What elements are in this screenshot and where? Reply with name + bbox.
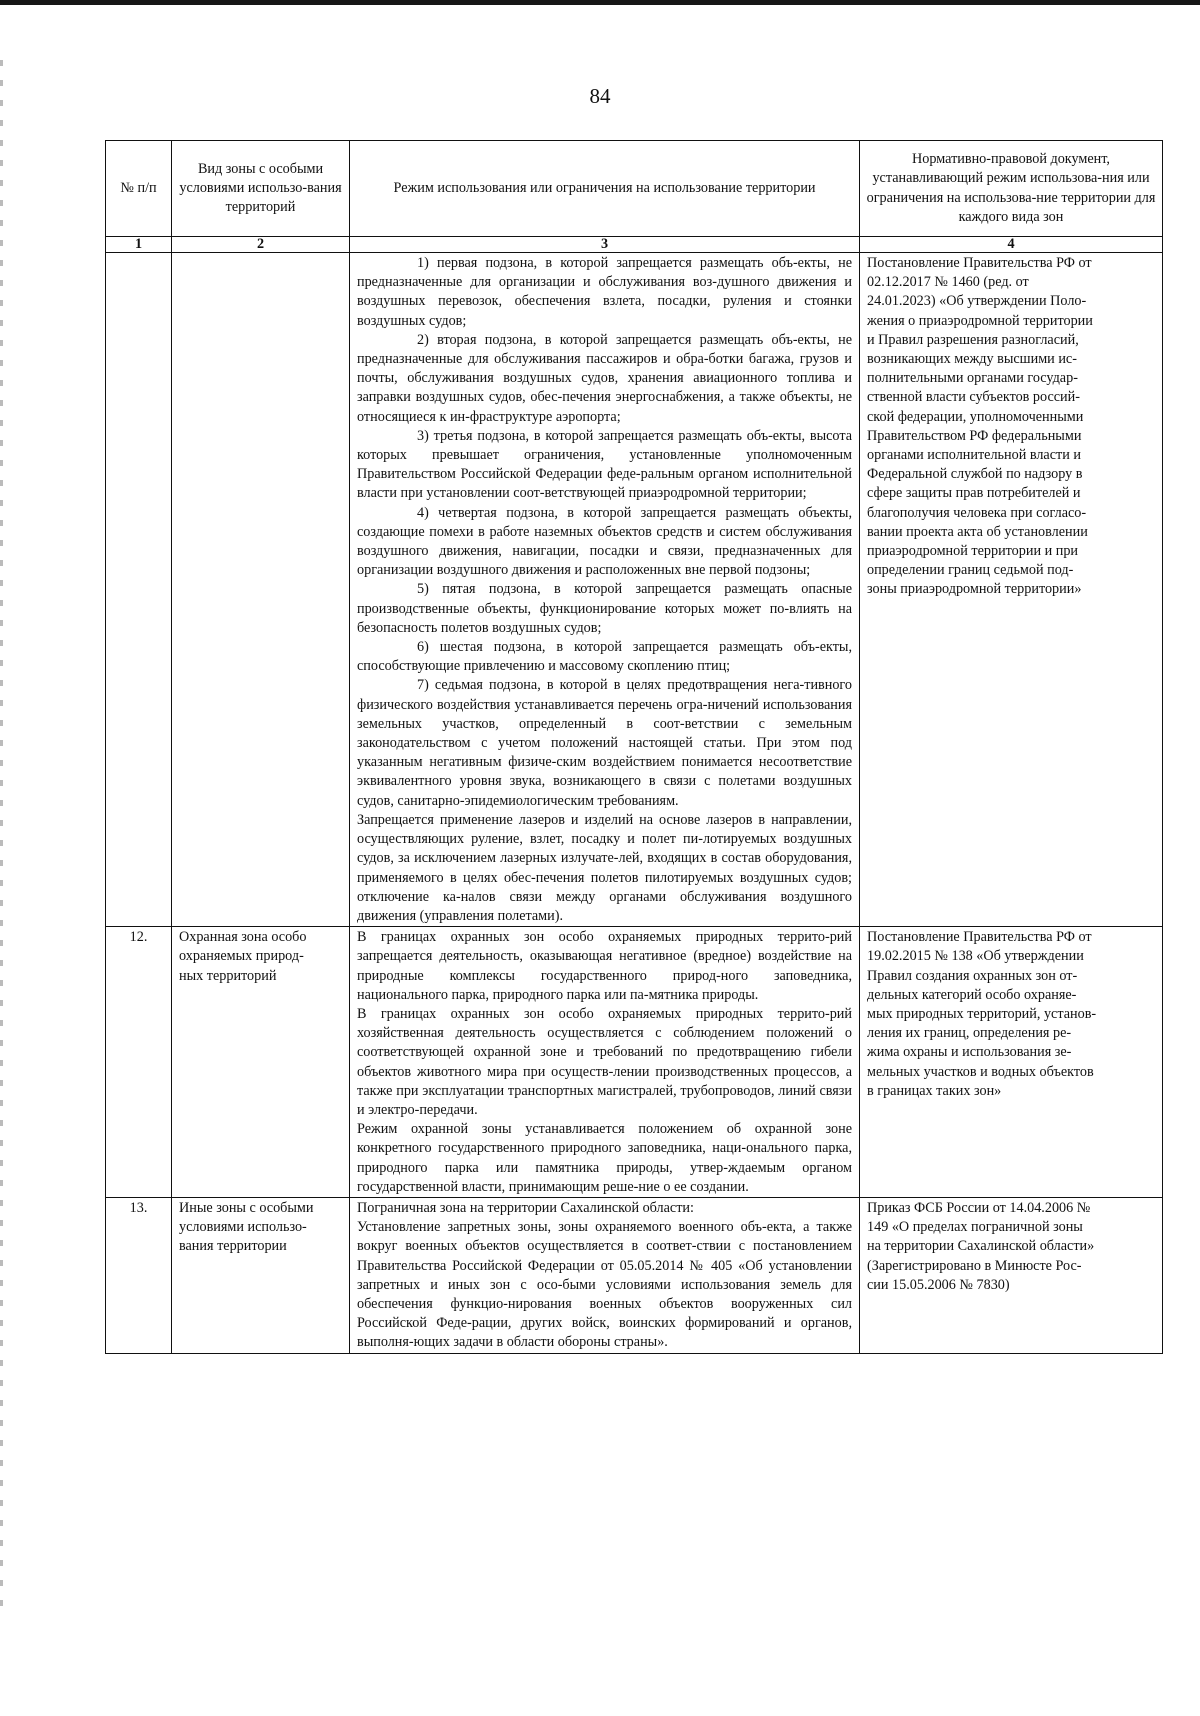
column-number-row <box>106 237 1163 253</box>
regime-text <box>350 253 860 927</box>
regime-paragraph: Установление запретных зоны, зоны охраняемого военного объ-екта, а также вокруг военных объектов осуществляется в соответ-ствии с постановлением Правительства Российской Федерации от 05.05.2014 № 405 «Об установлении запретных и иных зон с осо-быми условиями использования земель для обеспечения функцио-нирования военных объектов вооруженных сил Российской Феде-рации, других войск, воинских формирований и органов, выполня-ющих задачи в области обороны страны». <box>357 1219 852 1351</box>
regime-paragraph: Запрещается применение лазеров и изделий на основе лазеров в направлении, осуществляющих руление, взлет, посадку и полет пи-лотируемых воздушных судов, за исключением лазерных излучате-лей, входящих в состав оборудования, применяемого в целях обес-печения полетов пилотируемых воздушных судов; отключение ка-налов связи между органами обслуживания воздушного движения (управления полетами). <box>357 811 852 924</box>
legal-document <box>860 253 1163 927</box>
regime-paragraph: 1) первая подзона, в которой запрещается размещать объ-екты, не предназначенные для организации и обслуживания воз-душного движения и воздушных перевозок, обеспечения взлета, посадки, руления и стоянки воздушных судов; <box>357 255 852 329</box>
column-number: 4 <box>860 237 1163 253</box>
document-line: Постановление Правительства РФ от <box>867 929 1092 946</box>
table-row <box>106 1197 1163 1353</box>
document-line: приаэродромной территории и при <box>867 543 1079 560</box>
zone-type-line: охраняемых природ- <box>179 948 304 965</box>
document-line: определении границ седьмой под- <box>867 562 1074 579</box>
zone-type-line: ных территорий <box>179 967 277 984</box>
document-line: в границах таких зон» <box>867 1082 1002 1099</box>
column-number: 3 <box>350 237 860 253</box>
row-number: 13. <box>106 1197 172 1353</box>
legal-document <box>860 1197 1163 1353</box>
regime-text <box>350 927 860 1198</box>
document-line: 19.02.2015 № 138 «Об утверждении <box>867 948 1084 965</box>
document-line: ственной власти субъектов россий- <box>867 389 1080 406</box>
regime-text <box>350 1197 860 1353</box>
document-line: Правительством РФ федеральными <box>867 427 1082 444</box>
regime-paragraph: В границах охранных зон особо охраняемых природных террито-рий запрещается деятельность, оказывающая негативное (вредное) воздействие на природные комплексы государственного природ-ного заповедника, национального парка, природного парка или па-мятника природы. <box>357 929 852 1003</box>
regime-paragraph: 6) шестая подзона, в которой запрещается размещать объ-екты, способствующие привлечению и массовому скоплению птиц; <box>357 639 852 675</box>
scan-top-border <box>0 0 1200 5</box>
header-zone-type: Вид зоны с особыми условиями использо-вания территорий <box>172 141 350 237</box>
column-number: 2 <box>172 237 350 253</box>
column-number: 1 <box>106 237 172 253</box>
zone-type <box>172 1197 350 1353</box>
document-line: Приказ ФСБ России от 14.04.2006 № <box>867 1199 1091 1216</box>
regime-paragraph: 4) четвертая подзона, в которой запрещается размещать объекты, создающие помехи в работе наземных объектов средств и систем обслуживания воздушного движения, навигации, посадки и связи, предназначенных для организации воздушного движения и расположенных вне первой подзоны; <box>357 504 852 579</box>
document-line: и Правил разрешения разногласий, <box>867 331 1079 348</box>
regime-paragraph: 2) вторая подзона, в которой запрещается размещать объ-екты, не предназначенные для обслуживания пассажиров и обра-ботки багажа, грузов и почты, обслуживания воздушных судов, хранения авиационного топлива и заправки воздушных судов, обес-печения энергоснабжения, а также объекты, не относящиеся к ин-фраструктуре аэропорта; <box>357 331 852 425</box>
document-line: зоны приаэродромной территории» <box>867 581 1082 598</box>
document-line: мельных участков и водных объектов <box>867 1063 1094 1080</box>
zone-type-line: условиями использо- <box>179 1219 307 1236</box>
document-line: мых природных территорий, установ- <box>867 1005 1097 1022</box>
document-line: Правил создания охранных зон от- <box>867 967 1078 984</box>
regime-paragraph: 3) третья подзона, в которой запрещается размещать объ-екты, высота которых превышает ограничения, установленные уполномоченным Правительством Российской Федерации феде-ральным органом исполнительной власти при установлении соот-ветствующей приаэродромной территории; <box>357 427 852 502</box>
regime-paragraph: Режим охранной зоны устанавливается положением об охранной зоне конкретного государственного природного заповедника, наци-онального парка, природного парка или памятника природы, утвер-ждаемым органом государственной власти, принимающим реше-ние о ее создании. <box>357 1121 852 1195</box>
document-line: 149 «О пределах пограничной зоны <box>867 1219 1083 1236</box>
page-number: 84 <box>589 84 611 108</box>
regime-paragraph: Пограничная зона на территории Сахалинской области: <box>357 1199 694 1216</box>
document-line: органами исполнительной власти и <box>867 447 1081 464</box>
document-line: Федеральной службой по надзору в <box>867 466 1083 483</box>
zones-table <box>105 140 1163 1354</box>
regime-paragraph: 7) седьмая подзона, в которой в целях предотвращения нега-тивного физического воздействия устанавливается перечень огра-ничений использования земельных участков, определенный в соот-ветствии с земельным законодательством с учетом положений настоящей статьи. При этом под указанным негативным физиче-ским воздействием понимается несоответствие эквивалентного уровня звука, возникающего в связи с полетами воздушных судов, санитарно-эпидемиологическим требованиям. <box>357 677 852 809</box>
document-line: жима охраны и использования зе- <box>867 1044 1072 1061</box>
row-number <box>106 253 172 927</box>
regime-paragraph: 5) пятая подзона, в которой запрещается размещать опасные производственные объекты, функционирование которых может по-влиять на безопасность полетов воздушных судов; <box>357 581 852 636</box>
zone-type <box>172 927 350 1198</box>
document-line: ской федерации, уполномоченными <box>867 408 1084 425</box>
table-row <box>106 253 1163 927</box>
document-line: 24.01.2023) «Об утверждении Поло- <box>867 293 1087 310</box>
document-line: полнительными органами государ- <box>867 370 1078 387</box>
header-number: № п/п <box>106 141 172 237</box>
document-line: сфере защиты прав потребителей и <box>867 485 1081 502</box>
scan-left-edge <box>0 60 3 1620</box>
document-line: вании проекта акта об установлении <box>867 523 1088 540</box>
zone-type-line: Иные зоны с особыми <box>179 1199 314 1216</box>
document-line: Постановление Правительства РФ от <box>867 255 1092 271</box>
document-line: ления их границ, определения ре- <box>867 1025 1072 1042</box>
document-line: дельных категорий особо охраняе- <box>867 986 1077 1003</box>
document-line: жения о приаэродромной территории <box>867 312 1093 329</box>
table-row <box>106 927 1163 1198</box>
document-line: 02.12.2017 № 1460 (ред. от <box>867 274 1029 291</box>
document-line: возникающих между высшими ис- <box>867 351 1077 368</box>
header-regime: Режим использования или ограничения на использование территории <box>350 141 860 237</box>
document-line: на территории Сахалинской области» <box>867 1238 1095 1255</box>
legal-document <box>860 927 1163 1198</box>
zone-type-line: вания территории <box>179 1238 287 1255</box>
document-line: (Зарегистрировано в Минюсте Рос- <box>867 1257 1082 1274</box>
document-line: благополучия человека при согласо- <box>867 504 1087 521</box>
row-number: 12. <box>106 927 172 1198</box>
header-document: Нормативно-правовой документ, устанавливающий режим использова-ния или ограничения на использова-ние территории для каждого вида зон <box>860 141 1163 237</box>
zone-type <box>172 253 350 927</box>
zone-type-line: Охранная зона особо <box>179 929 307 946</box>
regime-paragraph: В границах охранных зон особо охраняемых природных террито-рий хозяйственная деятельность осуществляется с соблюдением положений о соответствующей охранной зоне и требований по предотвращению гибели объектов животного мира при осуществ-лении производственных процессов, а также при эксплуатации транспортных магистралей, трубопроводов, линий связи и электро-передачи. <box>357 1005 852 1118</box>
table-header-row <box>106 141 1163 237</box>
document-line: сии 15.05.2006 № 7830) <box>867 1276 1010 1293</box>
